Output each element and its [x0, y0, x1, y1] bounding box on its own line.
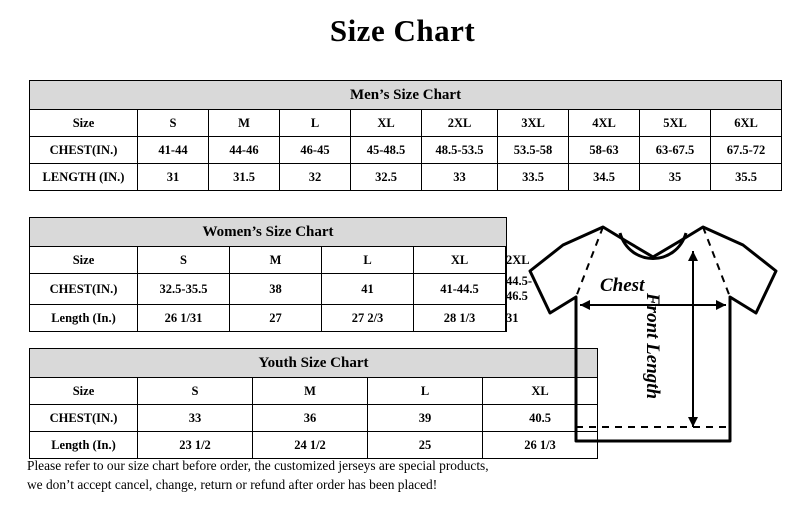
- table-caption-row: [30, 81, 782, 110]
- mens-length-6: 34.5: [569, 164, 640, 191]
- size-chart-page: [0, 13, 805, 525]
- mens-size-2: L: [280, 110, 351, 137]
- womens-chest-0: 32.5-35.5: [138, 274, 230, 305]
- mens-chest-8: 67.5-72: [711, 137, 782, 164]
- row-header-size: Size: [30, 378, 138, 405]
- row-header-chest: CHEST(IN.): [30, 274, 138, 305]
- table-row: [30, 164, 782, 191]
- womens-size-3: XL: [414, 247, 506, 274]
- mens-size-3: XL: [351, 110, 422, 137]
- mens-chest-3: 45-48.5: [351, 137, 422, 164]
- mens-chest-1: 44-46: [209, 137, 280, 164]
- youth-length-0: 23 1/2: [138, 432, 253, 459]
- mens-chest-2: 46-45: [280, 137, 351, 164]
- youth-chest-0: 33: [138, 405, 253, 432]
- youth-length-3: 26 1/3: [483, 432, 598, 459]
- mens-chest-6: 58-63: [569, 137, 640, 164]
- womens-length-3: 28 1/3: [414, 305, 506, 332]
- table-row: [30, 247, 507, 274]
- mens-chest-5: 53.5-58: [498, 137, 569, 164]
- mens-length-4: 33: [422, 164, 498, 191]
- youth-size-0: S: [138, 378, 253, 405]
- mens-length-3: 32.5: [351, 164, 422, 191]
- mens-length-2: 32: [280, 164, 351, 191]
- mens-length-5: 33.5: [498, 164, 569, 191]
- youth-size-2: L: [368, 378, 483, 405]
- womens-length-2: 27 2/3: [322, 305, 414, 332]
- note-line-1: Please refer to our size chart before order, the customized jerseys are special products,: [27, 458, 489, 473]
- table-row: [30, 110, 782, 137]
- youth-length-1: 24 1/2: [253, 432, 368, 459]
- youth-size-3: XL: [483, 378, 598, 405]
- note-line-2: we don’t accept cancel, change, return or refund after order has been placed!: [27, 477, 438, 493]
- row-header-chest: CHEST(IN.): [30, 405, 138, 432]
- order-policy-note: [27, 456, 527, 495]
- row-header-size: Size: [30, 247, 138, 274]
- mens-length-0: 31: [138, 164, 209, 191]
- youth-chest-1: 36: [253, 405, 368, 432]
- mens-size-8: 6XL: [711, 110, 782, 137]
- womens-size-4: 2XL: [506, 247, 507, 274]
- mens-size-0: S: [138, 110, 209, 137]
- womens-size-0: S: [138, 247, 230, 274]
- row-header-chest: CHEST(IN.): [30, 137, 138, 164]
- mens-size-chart-table: [29, 80, 782, 191]
- table-row: [30, 305, 507, 332]
- row-header-length: LENGTH (IN.): [30, 164, 138, 191]
- mens-length-7: 35: [640, 164, 711, 191]
- row-header-length: Length (In.): [30, 305, 138, 332]
- youth-caption: Youth Size Chart: [30, 349, 598, 378]
- womens-chest-3: 41-44.5: [414, 274, 506, 305]
- mens-length-8: 35.5: [711, 164, 782, 191]
- mens-size-6: 4XL: [569, 110, 640, 137]
- mens-chest-4: 48.5-53.5: [422, 137, 498, 164]
- mens-size-4: 2XL: [422, 110, 498, 137]
- front-length-measure-label: Front Length: [642, 293, 663, 400]
- youth-size-1: M: [253, 378, 368, 405]
- table-row: [30, 137, 782, 164]
- row-header-length: Length (In.): [30, 432, 138, 459]
- womens-chest-4: 44.5-46.5: [506, 274, 533, 303]
- mens-chest-7: 63-67.5: [640, 137, 711, 164]
- chest-measure-label: Chest: [600, 275, 645, 296]
- mens-size-5: 3XL: [498, 110, 569, 137]
- mens-size-7: 5XL: [640, 110, 711, 137]
- row-header-size: Size: [30, 110, 138, 137]
- table-row: [30, 274, 507, 305]
- youth-length-2: 25: [368, 432, 483, 459]
- mens-chest-0: 41-44: [138, 137, 209, 164]
- mens-size-1: M: [209, 110, 280, 137]
- page-title: Size Chart: [329, 13, 476, 48]
- womens-length-0: 26 1/31: [138, 305, 230, 332]
- womens-size-1: M: [230, 247, 322, 274]
- womens-length-1: 27: [230, 305, 322, 332]
- womens-chest-1: 38: [230, 274, 322, 305]
- table-caption-row: [30, 218, 507, 247]
- womens-caption: Women’s Size Chart: [30, 218, 507, 247]
- womens-size-2: L: [322, 247, 414, 274]
- mens-length-1: 31.5: [209, 164, 280, 191]
- mens-caption: Men’s Size Chart: [30, 81, 782, 110]
- womens-chest-2: 41: [322, 274, 414, 305]
- youth-chest-3: 40.5: [483, 405, 598, 432]
- womens-size-chart-table: [29, 217, 533, 332]
- womens-length-4: 31: [506, 305, 507, 332]
- youth-chest-2: 39: [368, 405, 483, 432]
